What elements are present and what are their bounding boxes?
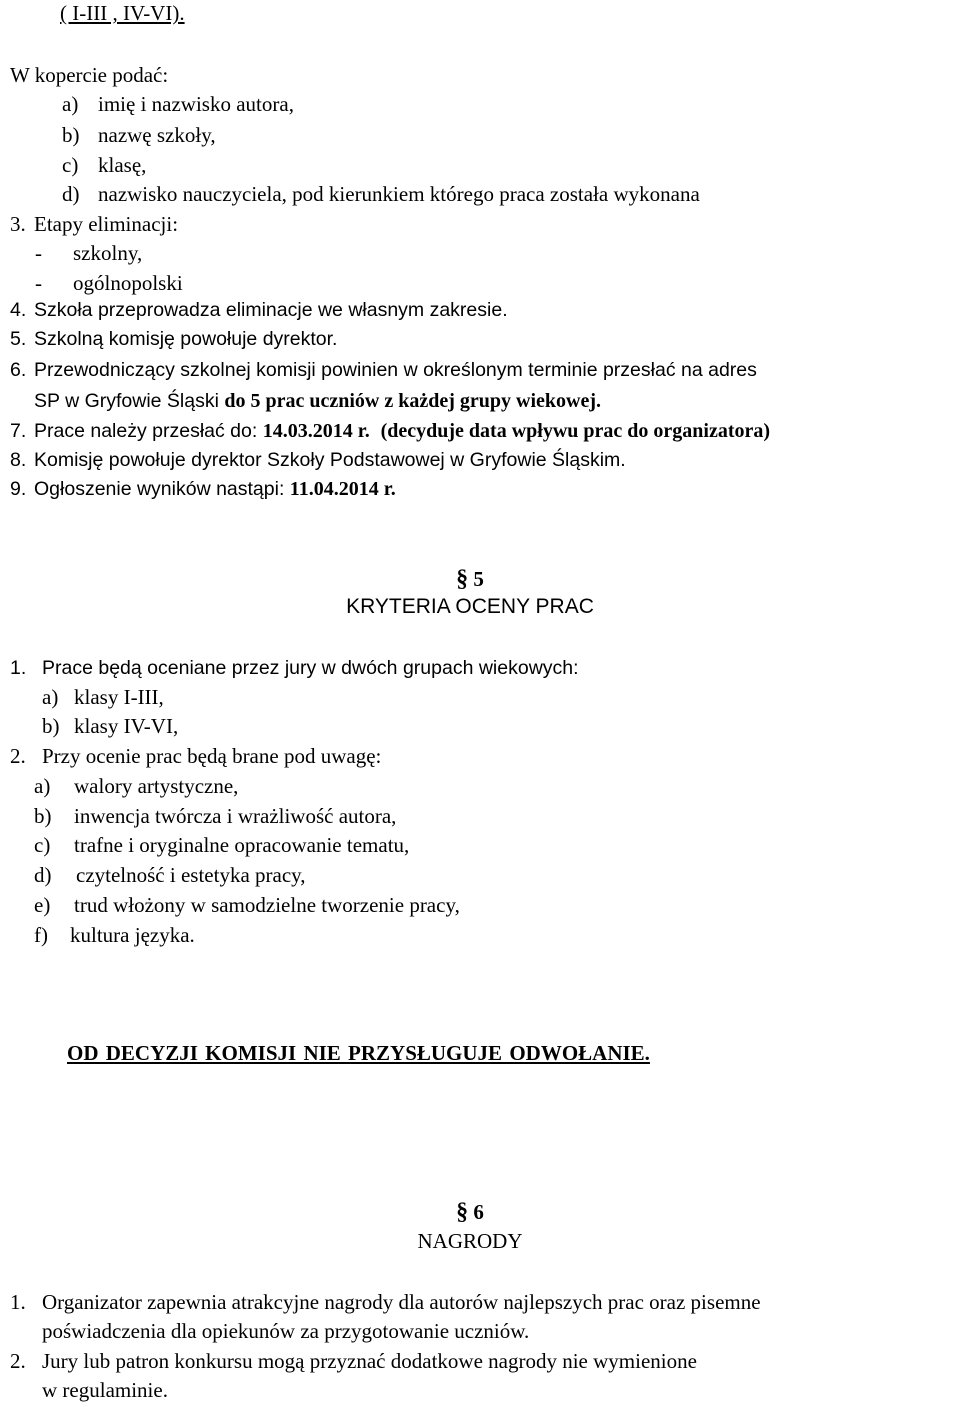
item-text: Komisję powołuje dyrektor Szkoły Podstawowej w Gryfowie Śląskim. (34, 449, 626, 471)
item-number: 6. (10, 359, 27, 381)
list-marker: c) (34, 833, 51, 857)
results-date: 11.04.2014 r. (289, 478, 396, 500)
prizes-item-1 (10, 1289, 761, 1315)
item-text: Prace będą oceniane przez jury w dwóch grupach wiekowych: (42, 657, 579, 679)
list-item-text: klasy IV-VI, (74, 714, 179, 738)
rule-item-9 (10, 476, 396, 502)
item-number: 8. (10, 449, 27, 471)
list-marker: c) (62, 153, 79, 177)
section-5-heading (0, 566, 940, 592)
envelope-intro: W kopercie podać: (10, 63, 169, 87)
rule-item-4 (10, 297, 508, 323)
item-number: 5. (10, 328, 27, 350)
list-item-text: nazwę szkoły, (98, 123, 216, 147)
criteria-item-2 (10, 743, 382, 769)
list-marker: a) (34, 774, 51, 798)
envelope-item-b (62, 122, 216, 148)
item-text: Przy ocenie prac będą brane pod uwagę: (42, 744, 382, 768)
item-text: Etapy eliminacji: (34, 212, 179, 236)
notice-text: OD DECYZJI KOMISJI NIE PRZYSŁUGUJE ODWOŁANIE. (67, 1041, 650, 1065)
item-text: Organizator zapewnia atrakcyjne nagrody dla autorów najlepszych prac oraz pisemne (42, 1290, 761, 1314)
deadline-date: 14.03.2014 r. (262, 420, 370, 442)
top-line (60, 0, 185, 26)
list-item-text: walory artystyczne, (74, 774, 239, 798)
criteria-item-2-d (34, 862, 306, 888)
envelope-item-c (62, 152, 147, 178)
list-item-text: klasy I-III, (74, 685, 164, 709)
list-item-text: inwencja twórcza i wrażliwość autora, (74, 804, 397, 828)
section-symbol: § (456, 566, 469, 592)
item-text: Szkolną komisję powołuje dyrektor. (34, 328, 338, 350)
item-text-group (34, 476, 396, 502)
rule-item-6-continuation (34, 388, 601, 414)
criteria-item-2-f (34, 922, 195, 948)
list-marker: f) (34, 923, 48, 947)
no-appeal-notice (67, 1040, 650, 1066)
list-marker: e) (34, 893, 51, 917)
item-text: SP w Gryfowie Śląski (34, 390, 225, 412)
list-marker: b) (62, 123, 80, 147)
item-text: Jury lub patron konkursu mogą przyznać dodatkowe nagrody nie wymienione (42, 1349, 697, 1373)
item-number: 1. (10, 1290, 26, 1314)
criteria-item-2-b (34, 803, 397, 829)
section-5-title: KRYTERIA OCENY PRAC (346, 595, 594, 618)
section-symbol: § (456, 1199, 469, 1225)
list-marker: b) (42, 714, 60, 738)
list-marker: d) (34, 863, 52, 887)
item-number: 1. (10, 657, 27, 679)
prizes-item-2 (10, 1348, 697, 1374)
rule-item-8 (10, 447, 626, 473)
sub-text: ogólnopolski (73, 271, 183, 295)
criteria-item-2-a (34, 773, 239, 799)
envelope-item-a (62, 91, 294, 117)
sub-text: szkolny, (73, 241, 143, 265)
criteria-item-2-e (34, 892, 460, 918)
rule-item-7 (10, 418, 771, 444)
item-number: 9. (10, 478, 27, 500)
deadline-note: (decyduje data wpływu prac do organizatora) (380, 420, 771, 442)
dash-marker: - (35, 271, 42, 295)
item-number: 2. (10, 1349, 26, 1373)
criteria-item-2-c (34, 832, 410, 858)
item-number: 7. (10, 420, 27, 442)
prizes-item-1-continuation: poświadczenia dla opiekunów za przygotowanie uczniów. (42, 1319, 530, 1343)
section-6-heading (0, 1199, 940, 1225)
item-text: Prace należy przesłać do: (34, 420, 263, 442)
rule-item-6 (10, 357, 757, 383)
list-marker: a) (62, 92, 79, 116)
list-item-text: klasę, (98, 153, 147, 177)
section-6-title: NAGRODY (417, 1229, 523, 1253)
item-text: Ogłoszenie wyników nastąpi: (34, 478, 290, 500)
list-item-text: trafne i oryginalne opracowanie tematu, (74, 833, 410, 857)
list-marker: a) (42, 685, 59, 709)
item-number: 3. (10, 212, 26, 236)
item-text: Szkoła przeprowadza eliminacje we własnym zakresie. (34, 299, 508, 321)
list-item-text: trud włożony w samodzielne tworzenie pracy, (74, 893, 460, 917)
criteria-item-1-a (42, 684, 164, 710)
section-number: 5 (473, 567, 484, 591)
list-item-text: imię i nazwisko autora, (98, 92, 294, 116)
prizes-item-2-continuation: w regulaminie. (42, 1378, 168, 1402)
item-bold-text: do 5 prac uczniów z każdej grupy wiekowej. (224, 390, 602, 412)
rule-item-3-sub-2 (35, 270, 183, 296)
list-marker: d) (62, 182, 80, 206)
list-item-text: kultura języka. (70, 923, 195, 947)
rule-item-5 (10, 326, 338, 352)
rule-item-3-sub-1 (35, 240, 143, 266)
criteria-item-1-b (42, 713, 179, 739)
top-line-text: ( I-III , IV-VI). (60, 1, 185, 25)
dash-marker: - (35, 241, 42, 265)
rule-item-3 (10, 211, 179, 237)
criteria-item-1 (10, 655, 579, 681)
item-text-group (34, 418, 770, 444)
list-item-text: czytelność i estetyka pracy, (76, 863, 306, 887)
envelope-item-d (62, 181, 700, 207)
item-text: Przewodniczący szkolnej komisji powinien w określonym terminie przesłać na adres (34, 359, 757, 381)
list-item-text: nazwisko nauczyciela, pod kierunkiem którego praca została wykonana (98, 182, 700, 206)
list-marker: b) (34, 804, 52, 828)
item-number: 4. (10, 299, 27, 321)
item-number: 2. (10, 744, 26, 768)
section-number: 6 (473, 1200, 484, 1224)
